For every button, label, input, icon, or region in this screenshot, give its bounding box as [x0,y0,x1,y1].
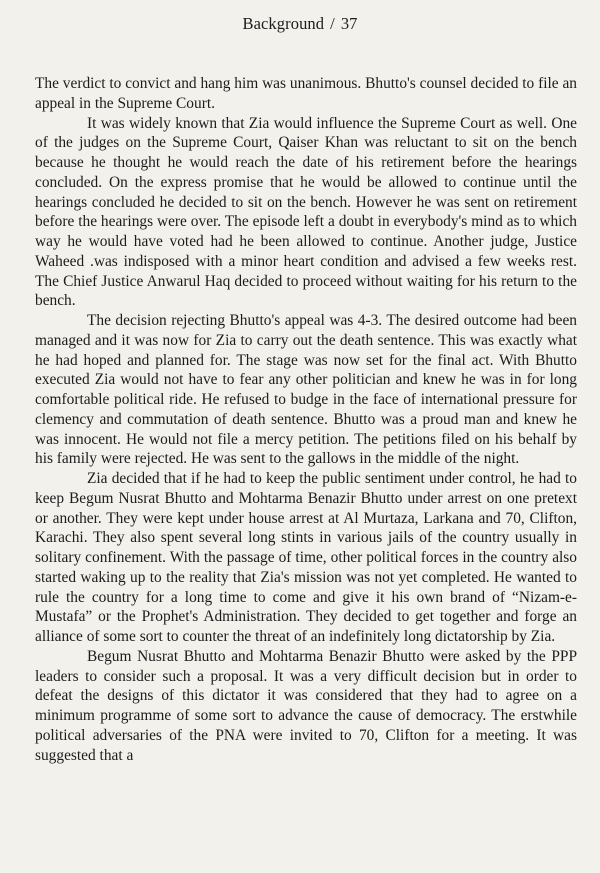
paragraph: The verdict to convict and hang him was unanimous. Bhutto's counsel decided to file an appeal in the Supreme Court. [35,75,577,112]
body-text [35,74,577,765]
header-separator: / [330,14,335,33]
paragraph: Begum Nusrat Bhutto and Mohtarma Benazir Bhutto were asked by the PPP leaders to consider such a proposal. It was a very difficult decision but in order to defeat the designs of this dictator it was considered that they had to agree on a minimum programme of some sort to advance the cause of democracy. The erstwhile political adversaries of the PNA were invited to 70, Clifton for a meeting. It was suggested that a [35,647,577,764]
running-header [0,14,600,34]
header-title: Background [242,14,325,33]
page-number: 37 [340,14,358,33]
paragraph: Zia decided that if he had to keep the public sentiment under control, he had to keep Begum Nusrat Bhutto and Mohtarma Benazir Bhutto under arrest on one pretext or another. They were kept under house arrest at Al Murtaza, Larkana and 70, Clifton, Karachi. They also spent several long stints in various jails of the country usually in solitary confinement. With the passage of time, other political forces in the country also started waking up to the reality that Zia's mission was not yet completed. He wanted to rule the country for a long time to come and give it his own brand of “Nizam-e-Mustafa” or the Prophet's Administration. They decided to get together and forge an alliance of some sort to counter the threat of an indefinitely long dictatorship by Zia. [35,470,577,645]
paragraph: The decision rejecting Bhutto's appeal was 4-3. The desired outcome had been managed and it was now for Zia to carry out the death sentence. This was exactly what he had hoped and planned for. The stage was now set for the final act. With Bhutto executed Zia would not have to fear any other politician and knew he was in for long comfortable political ride. He refused to budge in the face of international pressure for clemency and commutation of death sentence. Bhutto was a proud man and knew he was innocent. He would not file a mercy petition. The petitions filed on his behalf by his family were rejected. He was sent to the gallows in the middle of the night. [35,312,577,468]
paragraph: It was widely known that Zia would influence the Supreme Court as well. One of the judges on the Supreme Court, Qaiser Khan was reluctant to sit on the bench because he thought he would reach the date of his retirement before the hearings concluded. On the express promise that he would be allowed to continue until the hearings concluded he decided to sit on the bench. However he was sent on retirement before the hearings were over. The episode left a doubt in everybody's mind as to which way he would have voted had he been allowed to continue. Another judge, Justice Waheed .was indisposed with a minor heart condition and advised a few weeks rest. The Chief Justice Anwarul Haq decided to proceed without waiting for his return to the bench. [35,114,577,310]
